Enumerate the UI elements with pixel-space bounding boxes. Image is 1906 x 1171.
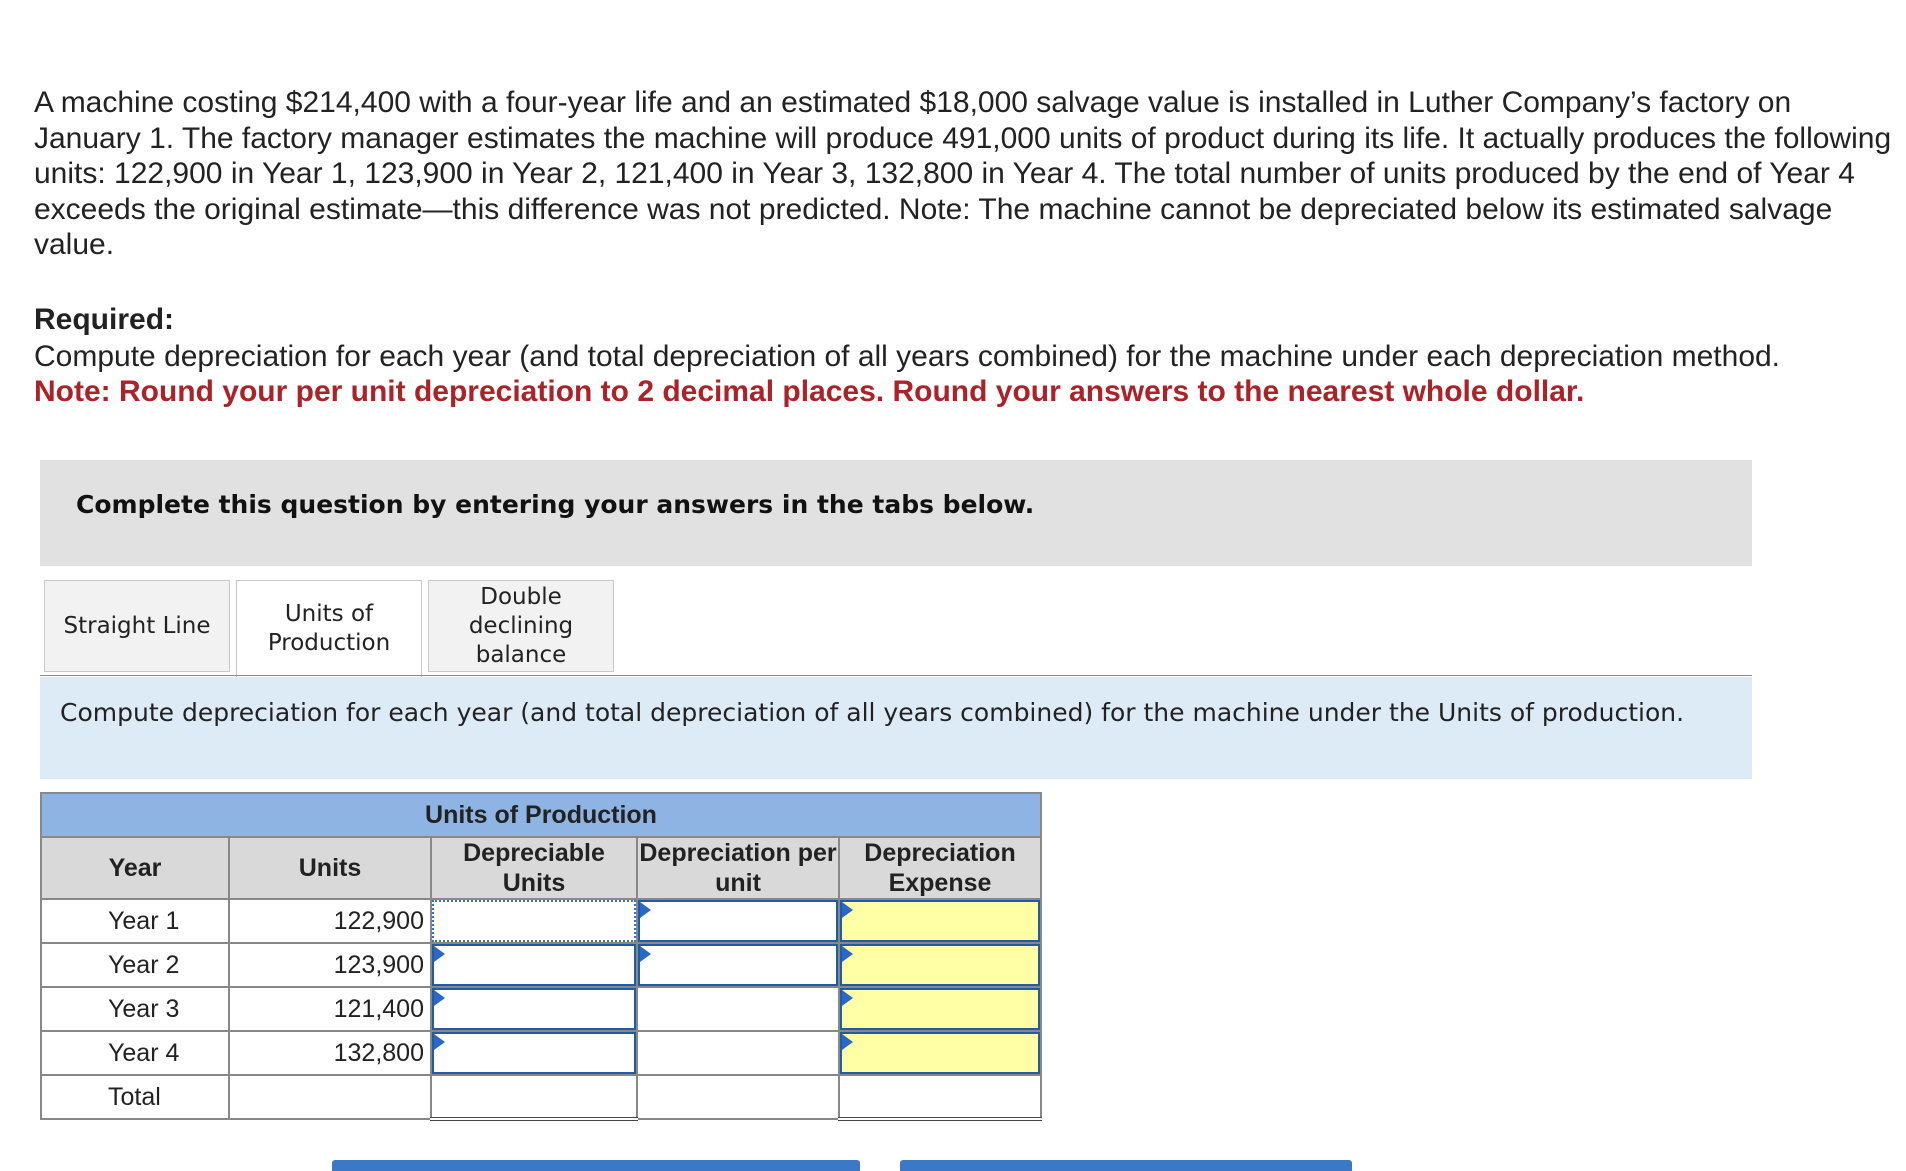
units-value: 121,400 [229,987,431,1031]
depreciable-units-input-year-3[interactable] [432,988,636,1030]
per-unit-input-year-1[interactable] [638,900,838,942]
prev-tab-button[interactable] [332,1160,860,1171]
units-of-production-table [40,792,1042,1121]
tab-units-of-production-label: Units of Production [267,601,391,656]
per-unit-cell-empty [637,987,839,1031]
table-row [41,943,1041,987]
input-marker-icon [434,1034,445,1050]
required-heading: Required: [34,303,175,336]
input-marker-icon [434,946,445,962]
tab-double-declining-balance[interactable] [428,580,614,672]
input-marker-icon [842,990,853,1006]
total-depreciation-expense [839,1075,1041,1119]
total-depreciable-units [431,1075,637,1119]
depreciable-units-input-year-2[interactable] [432,944,636,986]
expense-cell [839,943,1041,987]
header-depreciation-expense: Depreciation Expense [839,837,1041,899]
rounding-note: Note: Round your per unit depreciation to 2 decimal places. Round your answers to the nearest whole dollar. [34,375,1585,408]
input-marker-icon [434,990,445,1006]
problem-statement: A machine costing $214,400 with a four-year life and an estimated $18,000 salvage value is installed in Luther Company’s factory on January 1. The factory manager estimates the machine will produce 491,000 units of product during its life. It actually produces the following units: 122,900 in Year 1, 123,900 in Year 2, 121,400 in Year 3, 132,800 in Year 4. The total number of units produced by the end of Year 4 exceeds the original estimate—this difference was not predicted. Note: The machine cannot be depreciated below its estimated salvage value. [34,86,1892,261]
expense-input-year-1[interactable] [840,900,1040,942]
year-label: Year 1 [41,899,229,943]
total-per-unit-empty [637,1075,839,1119]
required-text: Compute depreciation for each year (and total depreciation of all years combined) for the machine under each depreciation method. [34,340,1781,373]
next-tab-button[interactable] [900,1160,1352,1171]
header-depreciable-units: Depreciable Units [431,837,637,899]
tab-instruction-text: Compute depreciation for each year (and total depreciation of all years combined) for the machine under the Units of production. [60,698,1685,727]
total-label: Total [41,1075,229,1119]
input-marker-icon [842,946,853,962]
tab-units-of-production[interactable] [236,580,422,677]
depreciable-units-cell [431,943,637,987]
year-label: Year 3 [41,987,229,1031]
tab-divider [40,675,1752,676]
per-unit-cell [637,899,839,943]
header-depreciation-per-unit: Depreciation per unit [637,837,839,899]
table-caption: Units of Production [41,793,1041,837]
year-label: Year 4 [41,1031,229,1075]
depreciable-units-cell [431,899,637,943]
input-marker-icon [842,902,853,918]
units-value: 122,900 [229,899,431,943]
input-marker-icon [640,902,651,918]
header-year: Year [41,837,229,899]
input-marker-icon [640,946,651,962]
tab-double-declining-label: Double declining balance [468,583,574,668]
depreciable-units-cell [431,987,637,1031]
instructions-banner [40,460,1752,566]
total-row [41,1075,1041,1119]
table-row [41,1031,1041,1075]
year-label: Year 2 [41,943,229,987]
depreciable-units-input-year-4[interactable] [432,1032,636,1074]
expense-cell [839,987,1041,1031]
units-value: 132,800 [229,1031,431,1075]
expense-cell [839,899,1041,943]
expense-cell [839,1031,1041,1075]
expense-input-year-2[interactable] [840,944,1040,986]
tab-instruction-panel [40,677,1752,779]
expense-input-year-3[interactable] [840,988,1040,1030]
depreciable-units-input-year-1[interactable] [432,900,636,942]
table-row [41,987,1041,1031]
units-value: 123,900 [229,943,431,987]
tab-straight-line[interactable]: Straight Line [44,580,230,672]
expense-input-year-4[interactable] [840,1032,1040,1074]
per-unit-input-year-2[interactable] [638,944,838,986]
input-marker-icon [842,1034,853,1050]
per-unit-cell [637,943,839,987]
banner-text: Complete this question by entering your answers in the tabs below. [76,490,1035,519]
depreciable-units-cell [431,1031,637,1075]
table-row [41,899,1041,943]
total-units-empty [229,1075,431,1119]
header-units: Units [229,837,431,899]
per-unit-cell-empty [637,1031,839,1075]
